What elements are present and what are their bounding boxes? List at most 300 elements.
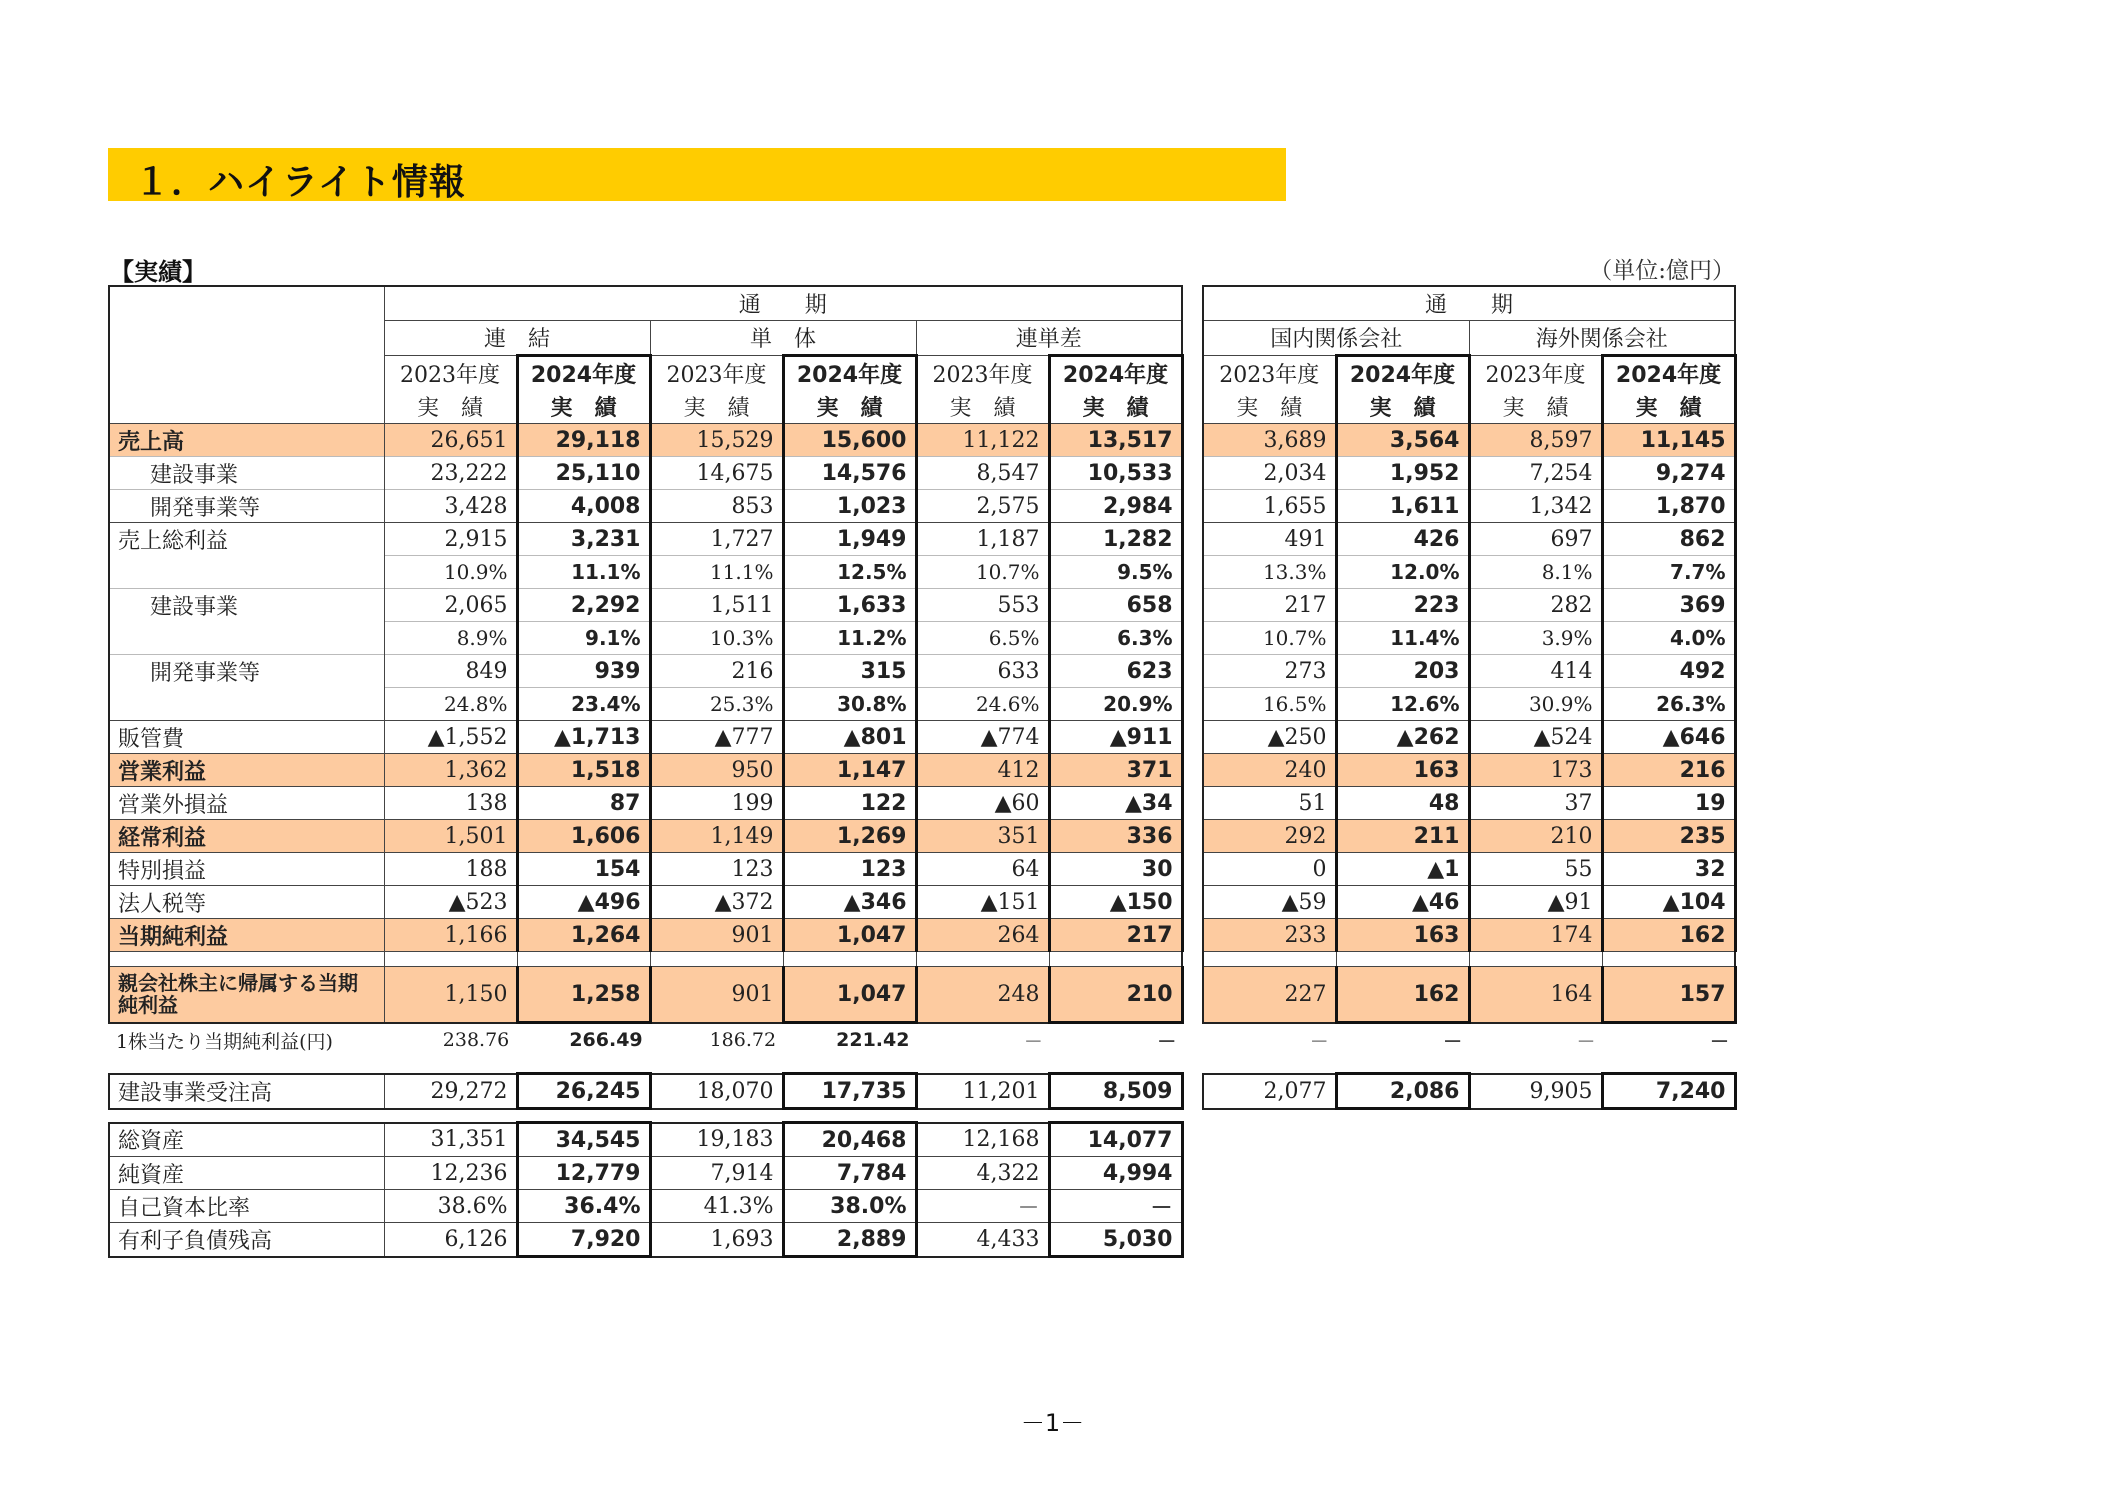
value-cell: 849 [384, 655, 517, 688]
value-cell: 29,272 [384, 1074, 517, 1109]
header-group: 連単差 [916, 321, 1182, 356]
value-cell: 633 [916, 655, 1049, 688]
spacer-cell [517, 952, 650, 967]
row-label: 1株当たり当期純利益(円) [116, 1030, 333, 1053]
value-cell: 162 [1602, 919, 1735, 952]
value-cell: 11,145 [1602, 424, 1735, 457]
value-cell: 1,282 [1049, 523, 1182, 556]
table-row [109, 853, 1182, 886]
value-cell: ▲524 [1469, 721, 1602, 754]
table-row [109, 457, 1182, 490]
table-row [1203, 688, 1735, 721]
value-cell: 1,150 [384, 967, 517, 1023]
value-cell: ▲774 [916, 721, 1049, 754]
header-year-prev: 2023年度 [1203, 356, 1336, 391]
table-row [109, 523, 1182, 556]
header-actual: 実 績 [1469, 390, 1602, 424]
value-cell: 12,168 [916, 1123, 1049, 1157]
spacer-row [1203, 952, 1735, 967]
value-cell: 2,034 [1203, 457, 1336, 490]
spacer-cell [1469, 952, 1602, 967]
value-cell: 7.7% [1602, 556, 1735, 589]
header-actual: 実 績 [517, 390, 650, 424]
table-row [109, 1190, 1182, 1223]
value-cell: 1,952 [1336, 457, 1469, 490]
table-row [1203, 622, 1735, 655]
value-cell: － [1023, 1030, 1043, 1053]
value-cell: 3,231 [517, 523, 650, 556]
value-cell: ▲496 [517, 886, 650, 919]
header-corner [109, 286, 384, 424]
header-period: 通 期 [384, 286, 1182, 321]
spacer-cell [109, 952, 384, 967]
value-cell: 8,547 [916, 457, 1049, 490]
value-cell: 26,651 [384, 424, 517, 457]
value-cell: 2,575 [916, 490, 1049, 523]
value-cell: 17,735 [783, 1074, 916, 1109]
spacer-cell [1203, 952, 1336, 967]
value-cell: － [916, 1190, 1049, 1223]
value-cell: ▲346 [783, 886, 916, 919]
value-cell: 853 [650, 490, 783, 523]
value-cell: 29,118 [517, 424, 650, 457]
value-cell: 30.8% [783, 688, 916, 721]
row-label [109, 622, 384, 655]
value-cell: 41.3% [650, 1190, 783, 1223]
section-title-banner [108, 148, 1286, 201]
value-cell: 186.72 [709, 1029, 777, 1051]
orders-table-left [108, 1072, 1184, 1110]
value-cell: 240 [1203, 754, 1336, 787]
value-cell: ▲262 [1336, 721, 1469, 754]
header-group: 連 結 [384, 321, 650, 356]
table-row [1203, 787, 1735, 820]
value-cell: 25.3% [650, 688, 783, 721]
value-cell: 1,693 [650, 1223, 783, 1257]
table-row [109, 688, 1182, 721]
spacer-cell [1602, 952, 1735, 967]
value-cell: 1,501 [384, 820, 517, 853]
value-cell: 210 [1049, 967, 1182, 1023]
table-row [109, 490, 1182, 523]
value-cell: 20.9% [1049, 688, 1182, 721]
table-row [1203, 523, 1735, 556]
value-cell: ▲150 [1049, 886, 1182, 919]
value-cell: 2,065 [384, 589, 517, 622]
value-cell: 11.1% [517, 556, 650, 589]
value-cell: 5,030 [1049, 1223, 1182, 1257]
table-row [1203, 853, 1735, 886]
value-cell: 162 [1336, 967, 1469, 1023]
value-cell: 1,047 [783, 919, 916, 952]
value-cell: 157 [1602, 967, 1735, 1023]
value-cell: 199 [650, 787, 783, 820]
value-cell: 426 [1336, 523, 1469, 556]
value-cell: 24.6% [916, 688, 1049, 721]
header-row-period [109, 286, 1182, 321]
value-cell: 369 [1602, 589, 1735, 622]
header-year-prev: 2023年度 [384, 356, 517, 391]
value-cell: 1,047 [783, 967, 916, 1023]
table-row [1203, 886, 1735, 919]
value-cell: 1,023 [783, 490, 916, 523]
value-cell: － [1049, 1190, 1182, 1223]
table-row [109, 919, 1182, 952]
results-table-right [1202, 285, 1737, 1024]
value-cell: ▲151 [916, 886, 1049, 919]
value-cell: 23,222 [384, 457, 517, 490]
row-label: 営業利益 [109, 754, 384, 787]
spacer-cell [1336, 952, 1469, 967]
unit-label: （単位:億円） [1589, 258, 1735, 284]
value-cell: 273 [1203, 655, 1336, 688]
value-cell: 282 [1469, 589, 1602, 622]
orders-table-right [1202, 1072, 1737, 1110]
value-cell: 1,342 [1469, 490, 1602, 523]
value-cell: 1,949 [783, 523, 916, 556]
value-cell: 26.3% [1602, 688, 1735, 721]
value-cell: 336 [1049, 820, 1182, 853]
value-cell: 30 [1049, 853, 1182, 886]
value-cell: 123 [783, 853, 916, 886]
value-cell: 3.9% [1469, 622, 1602, 655]
header-period: 通 期 [1203, 286, 1735, 321]
value-cell: 4,322 [916, 1157, 1049, 1190]
table-row [1203, 820, 1735, 853]
page-number: －1－ [1020, 1409, 1085, 1437]
value-cell: 2,292 [517, 589, 650, 622]
value-cell: 4,433 [916, 1223, 1049, 1257]
header-group: 単 体 [650, 321, 916, 356]
value-cell: 38.6% [384, 1190, 517, 1223]
row-label: 開発事業等 [109, 655, 384, 688]
value-cell: 248 [916, 967, 1049, 1023]
value-cell: ▲523 [384, 886, 517, 919]
value-cell: ▲801 [783, 721, 916, 754]
value-cell: 11.4% [1336, 622, 1469, 655]
value-cell: 25,110 [517, 457, 650, 490]
table-row [109, 787, 1182, 820]
row-label [109, 688, 384, 721]
value-cell: 10.7% [916, 556, 1049, 589]
value-cell: 164 [1469, 967, 1602, 1023]
value-cell: 13,517 [1049, 424, 1182, 457]
header-year-prev: 2023年度 [650, 356, 783, 391]
value-cell: 1,362 [384, 754, 517, 787]
row-label: 特別損益 [109, 853, 384, 886]
value-cell: 623 [1049, 655, 1182, 688]
value-cell: － [1309, 1030, 1329, 1053]
header-year-prev: 2023年度 [916, 356, 1049, 391]
value-cell: 3,428 [384, 490, 517, 523]
value-cell: 217 [1049, 919, 1182, 952]
value-cell: 7,240 [1602, 1074, 1735, 1109]
row-label: 営業外損益 [109, 787, 384, 820]
value-cell: 9.1% [517, 622, 650, 655]
value-cell: 203 [1336, 655, 1469, 688]
header-year-curr: 2024年度 [517, 356, 650, 391]
value-cell: ▲1,552 [384, 721, 517, 754]
header-actual: 実 績 [1049, 390, 1182, 424]
value-cell: 221.42 [836, 1029, 910, 1051]
value-cell: 1,870 [1602, 490, 1735, 523]
table-row [109, 424, 1182, 457]
value-cell: ▲777 [650, 721, 783, 754]
value-cell: ▲60 [916, 787, 1049, 820]
table-row [1203, 457, 1735, 490]
value-cell: 30.9% [1469, 688, 1602, 721]
row-label: 当期純利益 [109, 919, 384, 952]
value-cell: 14,675 [650, 457, 783, 490]
table-row-parent-net-income [109, 967, 1182, 1023]
value-cell: 11.2% [783, 622, 916, 655]
value-cell: 264 [916, 919, 1049, 952]
value-cell: 217 [1203, 589, 1336, 622]
value-cell: 2,984 [1049, 490, 1182, 523]
value-cell: 10.3% [650, 622, 783, 655]
value-cell: 1,611 [1336, 490, 1469, 523]
value-cell: 174 [1469, 919, 1602, 952]
row-label: 総資産 [109, 1123, 384, 1157]
value-cell: 1,727 [650, 523, 783, 556]
value-cell: 20,468 [783, 1123, 916, 1157]
value-cell: 6,126 [384, 1223, 517, 1257]
value-cell: 233 [1203, 919, 1336, 952]
table-row-orders [1203, 1074, 1735, 1109]
value-cell: 34,545 [517, 1123, 650, 1157]
value-cell: 64 [916, 853, 1049, 886]
value-cell: 8,509 [1049, 1074, 1182, 1109]
value-cell: 32 [1602, 853, 1735, 886]
value-cell: 901 [650, 967, 783, 1023]
value-cell: 1,147 [783, 754, 916, 787]
table-row [1203, 556, 1735, 589]
value-cell: 38.0% [783, 1190, 916, 1223]
table-row [109, 1123, 1182, 1157]
value-cell: 1,518 [517, 754, 650, 787]
value-cell: 7,914 [650, 1157, 783, 1190]
value-cell: 2,915 [384, 523, 517, 556]
value-cell: 13.3% [1203, 556, 1336, 589]
value-cell: 1,511 [650, 589, 783, 622]
value-cell: 227 [1203, 967, 1336, 1023]
value-cell: 292 [1203, 820, 1336, 853]
value-cell: 697 [1469, 523, 1602, 556]
value-cell: 1,149 [650, 820, 783, 853]
value-cell: 2,077 [1203, 1074, 1336, 1109]
spacer-row [109, 952, 1182, 967]
table-row [109, 589, 1182, 622]
value-cell: 1,187 [916, 523, 1049, 556]
table-row [109, 721, 1182, 754]
value-cell: － [1443, 1030, 1463, 1053]
header-year-prev: 2023年度 [1469, 356, 1602, 391]
value-cell: 1,633 [783, 589, 916, 622]
header-row-years [1203, 356, 1735, 391]
table-row [109, 754, 1182, 787]
value-cell: 10.9% [384, 556, 517, 589]
value-cell: 2,086 [1336, 1074, 1469, 1109]
table-row [1203, 424, 1735, 457]
value-cell: 238.76 [442, 1029, 510, 1051]
table-row [1203, 490, 1735, 523]
value-cell: 315 [783, 655, 916, 688]
value-cell: － [1709, 1030, 1729, 1053]
header-actual: 実 績 [1336, 390, 1469, 424]
value-cell: 1,606 [517, 820, 650, 853]
value-cell: 3,689 [1203, 424, 1336, 457]
table-row-orders [109, 1074, 1182, 1109]
header-year-curr: 2024年度 [1049, 356, 1182, 391]
value-cell: ▲646 [1602, 721, 1735, 754]
header-row-groups [1203, 321, 1735, 356]
value-cell: 862 [1602, 523, 1735, 556]
value-cell: 6.3% [1049, 622, 1182, 655]
value-cell: ▲1,713 [517, 721, 650, 754]
value-cell: 266.49 [569, 1029, 643, 1051]
value-cell: 235 [1602, 820, 1735, 853]
header-group: 海外関係会社 [1469, 321, 1735, 356]
value-cell: 223 [1336, 589, 1469, 622]
value-cell: 26,245 [517, 1074, 650, 1109]
row-label: 有利子負債残高 [109, 1223, 384, 1257]
table-row [109, 622, 1182, 655]
value-cell: 1,264 [517, 919, 650, 952]
header-year-curr: 2024年度 [1336, 356, 1469, 391]
value-cell: 138 [384, 787, 517, 820]
value-cell: 163 [1336, 754, 1469, 787]
value-cell: 492 [1602, 655, 1735, 688]
value-cell: 154 [517, 853, 650, 886]
table-row-eps [108, 1024, 1737, 1056]
value-cell: 2,889 [783, 1223, 916, 1257]
value-cell: 216 [650, 655, 783, 688]
value-cell: 11,201 [916, 1074, 1049, 1109]
value-cell: 6.5% [916, 622, 1049, 655]
spacer-cell [384, 952, 517, 967]
value-cell: ▲59 [1203, 886, 1336, 919]
value-cell: 7,784 [783, 1157, 916, 1190]
value-cell: 16.5% [1203, 688, 1336, 721]
row-label: 親会社株主に帰属する当期純利益 [109, 967, 384, 1023]
row-label: 建設事業受注高 [109, 1074, 384, 1109]
value-cell: 1,655 [1203, 490, 1336, 523]
value-cell: 188 [384, 853, 517, 886]
value-cell: 173 [1469, 754, 1602, 787]
row-label [109, 556, 384, 589]
value-cell: ▲911 [1049, 721, 1182, 754]
value-cell: 553 [916, 589, 1049, 622]
value-cell: 412 [916, 754, 1049, 787]
value-cell: 8.1% [1469, 556, 1602, 589]
table-row [109, 1223, 1182, 1257]
value-cell: 9,274 [1602, 457, 1735, 490]
value-cell: 19 [1602, 787, 1735, 820]
table-row-parent-net-income [1203, 967, 1735, 1023]
value-cell: 1,166 [384, 919, 517, 952]
header-row-actual [1203, 390, 1735, 424]
value-cell: 18,070 [650, 1074, 783, 1109]
value-cell: 9,905 [1469, 1074, 1602, 1109]
value-cell: 3,564 [1336, 424, 1469, 457]
value-cell: 414 [1469, 655, 1602, 688]
value-cell: ▲1 [1336, 853, 1469, 886]
value-cell: 23.4% [517, 688, 650, 721]
value-cell: 4,994 [1049, 1157, 1182, 1190]
row-label: 法人税等 [109, 886, 384, 919]
value-cell: 12,236 [384, 1157, 517, 1190]
results-table-left [108, 285, 1184, 1024]
value-cell: 901 [650, 919, 783, 952]
table-row [1203, 919, 1735, 952]
value-cell: 1,269 [783, 820, 916, 853]
value-cell: 14,576 [783, 457, 916, 490]
row-label: 建設事業 [109, 589, 384, 622]
header-actual: 実 績 [650, 390, 783, 424]
eps-table [108, 1024, 1737, 1056]
header-year-curr: 2024年度 [1602, 356, 1735, 391]
value-cell: 7,920 [517, 1223, 650, 1257]
value-cell: 15,600 [783, 424, 916, 457]
value-cell: ▲34 [1049, 787, 1182, 820]
value-cell: 51 [1203, 787, 1336, 820]
header-actual: 実 績 [916, 390, 1049, 424]
header-actual: 実 績 [1203, 390, 1336, 424]
value-cell: 0 [1203, 853, 1336, 886]
value-cell: 351 [916, 820, 1049, 853]
value-cell: 122 [783, 787, 916, 820]
value-cell: 15,529 [650, 424, 783, 457]
value-cell: 658 [1049, 589, 1182, 622]
value-cell: ▲46 [1336, 886, 1469, 919]
table-row [109, 886, 1182, 919]
row-label: 建設事業 [109, 457, 384, 490]
header-row-period [1203, 286, 1735, 321]
row-label: 純資産 [109, 1157, 384, 1190]
value-cell: 491 [1203, 523, 1336, 556]
header-actual: 実 績 [783, 390, 916, 424]
value-cell: 163 [1336, 919, 1469, 952]
value-cell: 12.0% [1336, 556, 1469, 589]
table-row [109, 1157, 1182, 1190]
value-cell: 24.8% [384, 688, 517, 721]
row-label: 売上高 [109, 424, 384, 457]
balance-sheet-table [108, 1121, 1184, 1258]
value-cell: 19,183 [650, 1123, 783, 1157]
row-label: 開発事業等 [109, 490, 384, 523]
value-cell: ▲104 [1602, 886, 1735, 919]
row-label: 自己資本比率 [109, 1190, 384, 1223]
value-cell: 4.0% [1602, 622, 1735, 655]
value-cell: 123 [650, 853, 783, 886]
spacer-cell [1184, 1024, 1203, 1056]
row-label: 経常利益 [109, 820, 384, 853]
table-row [109, 655, 1182, 688]
value-cell: 12,779 [517, 1157, 650, 1190]
table-row [1203, 589, 1735, 622]
row-label: 販管費 [109, 721, 384, 754]
value-cell: 10.7% [1203, 622, 1336, 655]
value-cell: 11,122 [916, 424, 1049, 457]
value-cell: 939 [517, 655, 650, 688]
row-label: 売上総利益 [109, 523, 384, 556]
subtitle: 【実績】 [110, 258, 206, 286]
table-row [1203, 721, 1735, 754]
value-cell: 4,008 [517, 490, 650, 523]
spacer-cell [650, 952, 783, 967]
table-row [1203, 655, 1735, 688]
value-cell: 48 [1336, 787, 1469, 820]
